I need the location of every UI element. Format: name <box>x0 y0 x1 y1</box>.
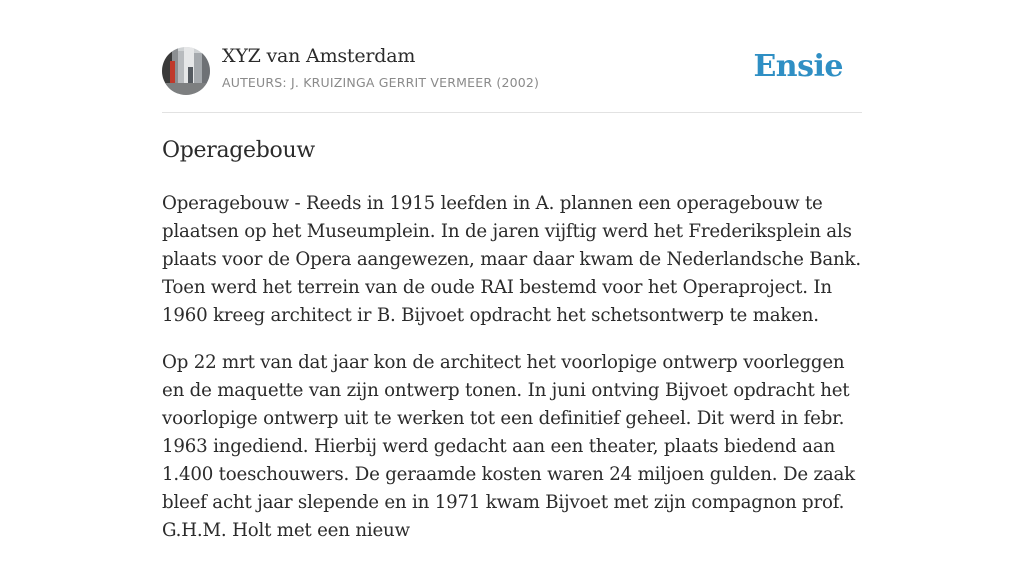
authors-line: AUTEURS: J. KRUIZINGA GERRIT VERMEER (2002) <box>222 75 540 90</box>
book-cover-avatar[interactable] <box>162 47 210 95</box>
ensie-logo[interactable]: Ensie <box>753 49 843 84</box>
book-cover-photo-icon <box>162 47 210 95</box>
source-title-link[interactable]: XYZ van Amsterdam <box>222 45 416 67</box>
paragraph-1: Operagebouw - Reeds in 1915 leefden in A. plannen een operagebouw te plaatsen op het Museumplein. In de jaren vijftig werd het Frederiksplein als plaats voor de Opera aangewezen, maar daar kwam de Nederlandsche Bank. Toen werd het terrein van de oude RAI bestemd voor het Operaproject. In 1960 kreeg architect ir B. Bijvoet opdracht het schetsontwerp te maken. <box>162 193 861 326</box>
entry-content <box>162 190 862 564</box>
page <box>162 0 862 541</box>
source-header <box>162 0 862 113</box>
entry-title: Operagebouw <box>162 138 315 163</box>
paragraph-2: Op 22 mrt van dat jaar kon de architect het voorlopige ontwerp voorleggen en de maquette van zijn ontwerp tonen. In juni ontving Bijvoet opdracht het voorlopige ontwerp uit te werken tot een definitief geheel. Dit werd in febr. 1963 ingediend. Hierbij werd gedacht aan een theater, plaats biedend aan 1.400 toeschouwers. De geraamde kosten waren 24 miljoen gulden. De zaak bleef acht jaar slepende en in 1971 kwam Bijvoet met zijn compagnon prof. G.H.M. Holt met een nieuw <box>162 352 855 541</box>
